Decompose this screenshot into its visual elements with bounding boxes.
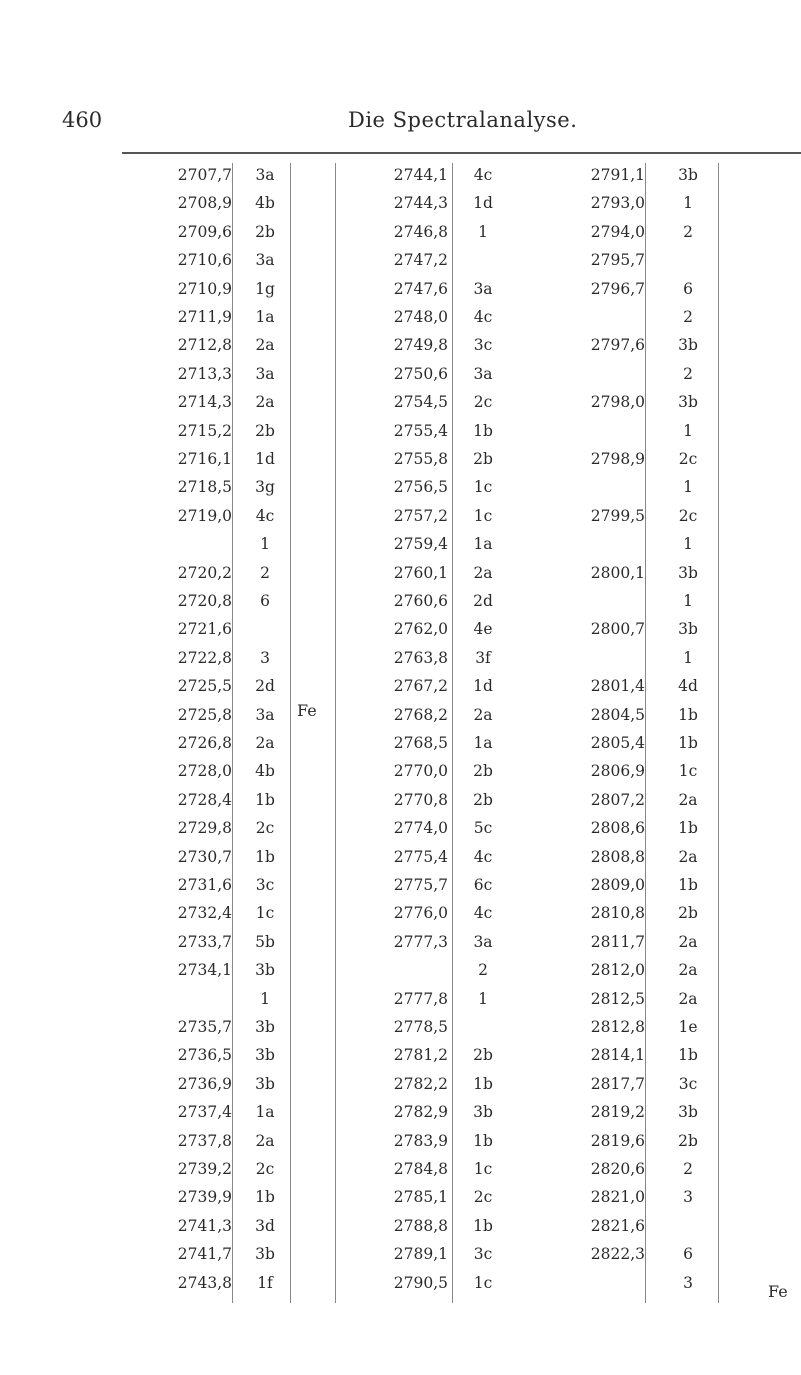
wavelength-1: 2710,9 xyxy=(177,279,232,298)
intensity-2: 6c xyxy=(473,876,493,894)
wavelength-2: 2781,2 xyxy=(393,1046,448,1065)
wavelength-2: 2770,0 xyxy=(393,762,448,781)
wavelength-3: 2804,5 xyxy=(590,705,645,724)
wavelength-1: 2739,2 xyxy=(177,1160,232,1178)
intensity-3: 3 xyxy=(683,1273,693,1292)
intensity-1: 2c xyxy=(255,819,275,838)
wavelength-2: 2789,1 xyxy=(393,1245,448,1264)
wavelength-1: 2719,0 xyxy=(177,506,232,525)
wavelength-3: 2822,3 xyxy=(590,1245,645,1264)
intensity-1: 3 xyxy=(260,648,270,667)
table-row xyxy=(0,220,801,244)
wavelength-3: 2805,4 xyxy=(590,734,645,752)
intensity-1: 1d xyxy=(255,450,275,468)
wavelength-2: 2755,8 xyxy=(393,450,448,468)
intensity-2: 1b xyxy=(473,1216,493,1235)
table-row xyxy=(0,703,801,727)
wavelength-1: 2729,8 xyxy=(177,819,232,838)
intensity-2: 1d xyxy=(473,194,493,213)
intensity-1: 2 xyxy=(260,563,270,582)
wavelength-1: 2730,7 xyxy=(177,847,232,866)
wavelength-1: 2710,6 xyxy=(177,251,232,270)
table-row xyxy=(0,930,801,954)
intensity-2: 4c xyxy=(473,166,493,184)
intensity-1: 1f xyxy=(257,1273,273,1292)
wavelength-2: 2782,2 xyxy=(393,1074,448,1093)
wavelength-2: 2768,2 xyxy=(393,705,448,724)
intensity-3: 2 xyxy=(683,308,693,326)
wavelength-2: 2757,2 xyxy=(393,506,448,525)
table-row xyxy=(0,873,801,897)
wavelength-3: 2794,0 xyxy=(590,222,645,241)
table-row xyxy=(0,674,801,698)
table-row xyxy=(0,532,801,556)
intensity-3: 2a xyxy=(678,790,698,809)
wavelength-2: 2790,5 xyxy=(393,1273,448,1292)
running-title: Die Spectralanalyse. xyxy=(348,108,578,132)
table-row xyxy=(0,816,801,840)
intensity-2: 1c xyxy=(473,1273,493,1292)
intensity-1: 2a xyxy=(255,734,275,752)
wavelength-2: 2746,8 xyxy=(393,222,448,241)
intensity-3: 1 xyxy=(683,194,693,213)
intensity-2: 1c xyxy=(473,478,493,497)
intensity-1: 4c xyxy=(255,506,275,525)
intensity-2: 4c xyxy=(473,308,493,326)
wavelength-1: 2728,4 xyxy=(177,790,232,809)
page-header xyxy=(0,108,801,140)
wavelength-1: 2721,6 xyxy=(177,620,232,639)
wavelength-2: 2760,1 xyxy=(393,563,448,582)
wavelength-3: 2812,0 xyxy=(590,961,645,980)
intensity-3: 2c xyxy=(678,450,698,468)
intensity-2: 4c xyxy=(473,847,493,866)
intensity-2: 3f xyxy=(475,648,491,667)
wavelength-3: 2812,8 xyxy=(590,1018,645,1036)
wavelength-1: 2725,5 xyxy=(177,677,232,696)
wavelength-2: 2763,8 xyxy=(393,648,448,667)
spectral-lines-table xyxy=(0,163,801,1303)
wavelength-2: 2756,5 xyxy=(393,478,448,497)
intensity-2: 4e xyxy=(473,620,493,639)
intensity-2: 4c xyxy=(473,904,493,923)
wavelength-3: 2798,9 xyxy=(590,450,645,468)
wavelength-3: 2793,0 xyxy=(590,194,645,213)
wavelength-3: 2817,7 xyxy=(590,1074,645,1093)
table-row xyxy=(0,333,801,357)
table-row xyxy=(0,191,801,215)
table-row xyxy=(0,901,801,925)
table-row xyxy=(0,589,801,613)
wavelength-1: 2732,4 xyxy=(177,904,232,923)
wavelength-3: 2798,0 xyxy=(590,393,645,412)
intensity-1: 2b xyxy=(255,421,275,440)
intensity-1: 3b xyxy=(255,961,275,980)
intensity-3: 1b xyxy=(678,1046,698,1065)
wavelength-3: 2801,4 xyxy=(590,677,645,696)
intensity-2: 2a xyxy=(473,563,493,582)
table-row xyxy=(0,305,801,329)
wavelength-2: 2767,2 xyxy=(393,677,448,696)
intensity-2: 2b xyxy=(473,450,493,468)
intensity-3: 6 xyxy=(683,1245,693,1264)
wavelength-3: 2820,6 xyxy=(590,1160,645,1178)
intensity-2: 2b xyxy=(473,762,493,781)
intensity-3: 3b xyxy=(678,393,698,412)
wavelength-2: 2747,6 xyxy=(393,279,448,298)
table-row xyxy=(0,447,801,471)
wavelength-3: 2800,7 xyxy=(590,620,645,639)
intensity-3: 2 xyxy=(683,222,693,241)
intensity-3: 1b xyxy=(678,876,698,894)
intensity-2: 2c xyxy=(473,393,493,412)
wavelength-3: 2806,9 xyxy=(590,762,645,781)
intensity-2: 1a xyxy=(473,734,493,752)
wavelength-2: 2749,8 xyxy=(393,336,448,355)
intensity-2: 1b xyxy=(473,1074,493,1093)
page-number: 460 xyxy=(62,108,103,132)
table-row xyxy=(0,987,801,1011)
wavelength-2: 2754,5 xyxy=(393,393,448,412)
wavelength-2: 2760,6 xyxy=(393,592,448,610)
element-label-middle: Fe xyxy=(297,701,317,720)
intensity-3: 1 xyxy=(683,478,693,497)
intensity-3: 3c xyxy=(678,1074,698,1093)
table-row xyxy=(0,617,801,641)
intensity-1: 2c xyxy=(255,1160,275,1178)
wavelength-3: 2819,6 xyxy=(590,1131,645,1150)
table-row xyxy=(0,646,801,670)
wavelength-1: 2711,9 xyxy=(177,308,232,326)
wavelength-3: 2795,7 xyxy=(590,251,645,270)
intensity-1: 3a xyxy=(255,166,275,184)
wavelength-1: 2726,8 xyxy=(177,734,232,752)
intensity-2: 2b xyxy=(473,790,493,809)
wavelength-1: 2734,1 xyxy=(177,961,232,980)
table-row xyxy=(0,1129,801,1153)
intensity-1: 5b xyxy=(255,932,275,951)
table-row xyxy=(0,788,801,812)
wavelength-1: 2725,8 xyxy=(177,705,232,724)
wavelength-2: 2778,5 xyxy=(393,1018,448,1036)
intensity-1: 6 xyxy=(260,592,270,610)
intensity-2: 1 xyxy=(478,222,488,241)
wavelength-3: 2796,7 xyxy=(590,279,645,298)
wavelength-1: 2728,0 xyxy=(177,762,232,781)
intensity-2: 3a xyxy=(473,279,493,298)
wavelength-3: 2811,7 xyxy=(590,932,645,951)
wavelength-3: 2821,0 xyxy=(590,1188,645,1207)
intensity-3: 2b xyxy=(678,1131,698,1150)
table-row xyxy=(0,163,801,187)
intensity-3: 1 xyxy=(683,648,693,667)
table-row xyxy=(0,731,801,755)
intensity-3: 1b xyxy=(678,819,698,838)
wavelength-3: 2791,1 xyxy=(590,166,645,184)
element-label-right: Fe xyxy=(768,1282,788,1301)
wavelength-1: 2741,7 xyxy=(177,1245,232,1264)
table-row xyxy=(0,759,801,783)
intensity-2: 1d xyxy=(473,677,493,696)
intensity-1: 1a xyxy=(255,308,275,326)
intensity-1: 3a xyxy=(255,705,275,724)
wavelength-2: 2762,0 xyxy=(393,620,448,639)
wavelength-3: 2800,1 xyxy=(590,563,645,582)
intensity-3: 2b xyxy=(678,904,698,923)
table-row xyxy=(0,561,801,585)
table-row xyxy=(0,504,801,528)
intensity-2: 3a xyxy=(473,932,493,951)
wavelength-1: 2739,9 xyxy=(177,1188,232,1207)
table-row xyxy=(0,845,801,869)
wavelength-1: 2709,6 xyxy=(177,222,232,241)
wavelength-3: 2812,5 xyxy=(590,989,645,1008)
wavelength-2: 2750,6 xyxy=(393,364,448,383)
intensity-1: 2a xyxy=(255,1131,275,1150)
intensity-3: 1b xyxy=(678,734,698,752)
wavelength-1: 2733,7 xyxy=(177,932,232,951)
wavelength-1: 2720,8 xyxy=(177,592,232,610)
wavelength-1: 2716,1 xyxy=(177,450,232,468)
intensity-3: 6 xyxy=(683,279,693,298)
wavelength-2: 2776,0 xyxy=(393,904,448,923)
wavelength-2: 2777,3 xyxy=(393,932,448,951)
intensity-2: 1b xyxy=(473,1131,493,1150)
intensity-1: 3b xyxy=(255,1245,275,1264)
intensity-2: 1b xyxy=(473,421,493,440)
table-row xyxy=(0,1043,801,1067)
intensity-3: 1 xyxy=(683,535,693,554)
wavelength-3: 2807,2 xyxy=(590,790,645,809)
table-row xyxy=(0,362,801,386)
wavelength-1: 2736,5 xyxy=(177,1046,232,1065)
intensity-2: 1c xyxy=(473,506,493,525)
intensity-3: 1 xyxy=(683,421,693,440)
intensity-3: 3b xyxy=(678,166,698,184)
intensity-3: 1b xyxy=(678,705,698,724)
intensity-3: 2a xyxy=(678,932,698,951)
intensity-1: 1g xyxy=(255,279,275,298)
intensity-2: 3b xyxy=(473,1103,493,1122)
wavelength-2: 2777,8 xyxy=(393,989,448,1008)
wavelength-2: 2775,7 xyxy=(393,876,448,894)
intensity-1: 1c xyxy=(255,904,275,923)
intensity-1: 3g xyxy=(255,478,275,497)
intensity-2: 2a xyxy=(473,705,493,724)
intensity-3: 2c xyxy=(678,506,698,525)
wavelength-3: 2808,8 xyxy=(590,847,645,866)
intensity-1: 3d xyxy=(255,1216,275,1235)
table-row xyxy=(0,1015,801,1039)
intensity-3: 2 xyxy=(683,1160,693,1178)
table-row xyxy=(0,1157,801,1181)
wavelength-2: 2782,9 xyxy=(393,1103,448,1122)
intensity-1: 2a xyxy=(255,393,275,412)
intensity-2: 2c xyxy=(473,1188,493,1207)
table-row xyxy=(0,1242,801,1266)
intensity-2: 1 xyxy=(478,989,488,1008)
table-row xyxy=(0,1072,801,1096)
intensity-1: 2d xyxy=(255,677,275,696)
wavelength-2: 2785,1 xyxy=(393,1188,448,1207)
wavelength-2: 2768,5 xyxy=(393,734,448,752)
intensity-1: 2b xyxy=(255,222,275,241)
intensity-1: 3c xyxy=(255,876,275,894)
table-row xyxy=(0,277,801,301)
wavelength-3: 2814,1 xyxy=(590,1046,645,1065)
intensity-1: 2a xyxy=(255,336,275,355)
wavelength-2: 2788,8 xyxy=(393,1216,448,1235)
wavelength-2: 2755,4 xyxy=(393,421,448,440)
table-row xyxy=(0,248,801,272)
intensity-1: 3a xyxy=(255,251,275,270)
wavelength-1: 2714,3 xyxy=(177,393,232,412)
wavelength-1: 2715,2 xyxy=(177,421,232,440)
table-row xyxy=(0,1185,801,1209)
wavelength-2: 2744,1 xyxy=(393,166,448,184)
wavelength-1: 2731,6 xyxy=(177,876,232,894)
intensity-2: 1c xyxy=(473,1160,493,1178)
wavelength-2: 2748,0 xyxy=(393,308,448,326)
wavelength-2: 2783,9 xyxy=(393,1131,448,1150)
wavelength-2: 2774,0 xyxy=(393,819,448,838)
intensity-3: 3b xyxy=(678,336,698,355)
wavelength-3: 2797,6 xyxy=(590,336,645,355)
intensity-1: 1 xyxy=(260,535,270,554)
intensity-3: 2a xyxy=(678,847,698,866)
wavelength-1: 2736,9 xyxy=(177,1074,232,1093)
intensity-3: 2 xyxy=(683,364,693,383)
intensity-2: 2b xyxy=(473,1046,493,1065)
intensity-1: 3b xyxy=(255,1046,275,1065)
wavelength-1: 2707,7 xyxy=(177,166,232,184)
wavelength-3: 2810,8 xyxy=(590,904,645,923)
table-row xyxy=(0,419,801,443)
table-row xyxy=(0,390,801,414)
table-row xyxy=(0,958,801,982)
intensity-2: 5c xyxy=(473,819,493,838)
intensity-1: 3b xyxy=(255,1018,275,1036)
wavelength-1: 2743,8 xyxy=(177,1273,232,1292)
intensity-3: 2a xyxy=(678,989,698,1008)
wavelength-1: 2720,2 xyxy=(177,563,232,582)
intensity-3: 2a xyxy=(678,961,698,980)
intensity-2: 3c xyxy=(473,1245,493,1264)
wavelength-1: 2735,7 xyxy=(177,1018,232,1036)
wavelength-2: 2770,8 xyxy=(393,790,448,809)
wavelength-2: 2744,3 xyxy=(393,194,448,213)
wavelength-2: 2775,4 xyxy=(393,847,448,866)
intensity-3: 3b xyxy=(678,1103,698,1122)
intensity-3: 3b xyxy=(678,620,698,639)
top-rule xyxy=(122,152,801,154)
intensity-2: 2d xyxy=(473,592,493,610)
wavelength-3: 2808,6 xyxy=(590,819,645,838)
wavelength-1: 2718,5 xyxy=(177,478,232,497)
wavelength-1: 2708,9 xyxy=(177,194,232,213)
intensity-2: 1a xyxy=(473,535,493,554)
table-row xyxy=(0,1214,801,1238)
intensity-1: 3a xyxy=(255,364,275,383)
intensity-2: 3a xyxy=(473,364,493,383)
wavelength-1: 2737,4 xyxy=(177,1103,232,1122)
wavelength-1: 2712,8 xyxy=(177,336,232,355)
table-row xyxy=(0,1271,801,1295)
intensity-3: 1c xyxy=(678,762,698,781)
intensity-1: 4b xyxy=(255,194,275,213)
wavelength-1: 2737,8 xyxy=(177,1131,232,1150)
intensity-1: 1 xyxy=(260,989,270,1008)
table-row xyxy=(0,475,801,499)
intensity-1: 1b xyxy=(255,790,275,809)
intensity-1: 1a xyxy=(255,1103,275,1122)
intensity-3: 3b xyxy=(678,563,698,582)
intensity-1: 1b xyxy=(255,847,275,866)
wavelength-1: 2713,3 xyxy=(177,364,232,383)
wavelength-3: 2819,2 xyxy=(590,1103,645,1122)
intensity-3: 4d xyxy=(678,677,698,696)
wavelength-2: 2759,4 xyxy=(393,535,448,554)
intensity-3: 1 xyxy=(683,592,693,610)
wavelength-2: 2747,2 xyxy=(393,251,448,270)
table-row xyxy=(0,1100,801,1124)
wavelength-1: 2741,3 xyxy=(177,1216,232,1235)
intensity-3: 1e xyxy=(678,1018,698,1036)
intensity-1: 1b xyxy=(255,1188,275,1207)
intensity-2: 3c xyxy=(473,336,493,355)
wavelength-3: 2809,0 xyxy=(590,876,645,894)
intensity-1: 4b xyxy=(255,762,275,781)
wavelength-3: 2799,5 xyxy=(590,506,645,525)
intensity-3: 3 xyxy=(683,1188,693,1207)
intensity-2: 2 xyxy=(478,961,488,980)
wavelength-1: 2722,8 xyxy=(177,648,232,667)
wavelength-2: 2784,8 xyxy=(393,1160,448,1178)
intensity-1: 3b xyxy=(255,1074,275,1093)
wavelength-3: 2821,6 xyxy=(590,1216,645,1235)
